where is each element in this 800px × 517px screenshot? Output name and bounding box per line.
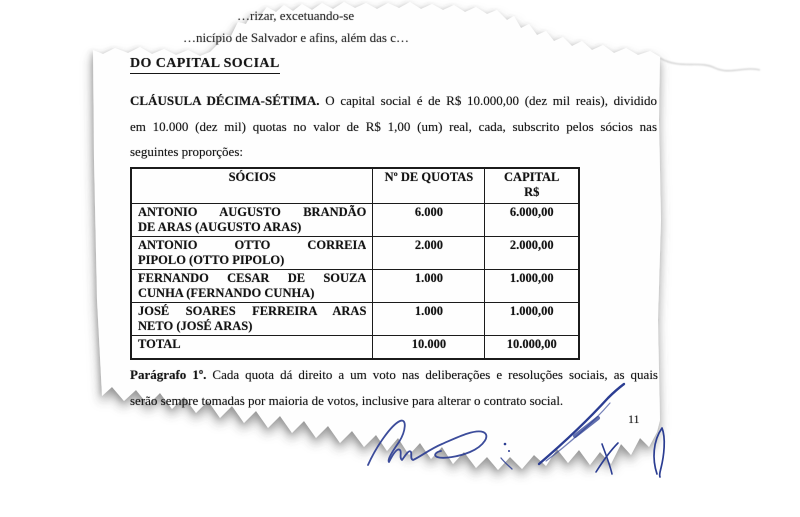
socio-quotas: 1.000 xyxy=(373,302,485,335)
socio-name-line2: DE ARAS (AUGUSTO ARAS) xyxy=(138,219,302,234)
socio-name xyxy=(131,269,373,302)
socio-capital: 1.000,00 xyxy=(485,302,579,335)
socio-capital: 6.000,00 xyxy=(485,203,579,236)
clause-line-1-text: O capital social é de R$ 10.000,00 (dez mil reais), dividido xyxy=(319,93,657,108)
torn-text-fragment-1: …rizar, excetuando-se xyxy=(237,8,355,23)
clause-paragraph xyxy=(130,88,657,165)
socio-name-line1: ANTONIO AUGUSTO BRANDÃO xyxy=(138,204,367,219)
table-row xyxy=(131,269,579,302)
clause-line-1 xyxy=(130,88,657,114)
header-quotas: Nº DE QUOTAS xyxy=(373,168,485,203)
paragrafo-label: Parágrafo 1º. xyxy=(130,367,207,382)
socio-name-line1: FERNANDO CESAR DE SOUZA xyxy=(138,270,367,285)
table-total-row xyxy=(131,335,579,359)
page-number: 11 xyxy=(628,412,640,426)
header-capital xyxy=(485,168,579,203)
table-row xyxy=(131,236,579,269)
table-header-row xyxy=(131,168,579,203)
socio-name xyxy=(131,302,373,335)
table-row xyxy=(131,302,579,335)
torn-text-fragment-2: …nicípio de Salvador e afins, além das c… xyxy=(183,30,409,45)
table-row xyxy=(131,203,579,236)
total-capital: 10.000,00 xyxy=(485,335,579,359)
total-quotas: 10.000 xyxy=(373,335,485,359)
clause-line-2: em 10.000 (dez mil) quotas no valor de R$ 1,00 (um) real, cada, subscrito pelos sócios nas xyxy=(130,118,657,134)
socio-capital: 2.000,00 xyxy=(485,236,579,269)
socio-capital: 1.000,00 xyxy=(485,269,579,302)
paragrafo-line-1 xyxy=(130,362,658,388)
socio-name xyxy=(131,203,373,236)
header-capital-line1: CAPITAL xyxy=(504,170,560,184)
paragrafo-1 xyxy=(130,362,658,414)
socio-name-line2: PIPOLO (OTTO PIPOLO) xyxy=(138,252,285,267)
socio-name-line1: ANTONIO OTTO CORREIA xyxy=(138,237,367,252)
socio-name-line2: CUNHA (FERNANDO CUNHA) xyxy=(138,285,315,300)
paragrafo-line-1-text: Cada quota dá direito a um voto nas deliberações e resoluções sociais, as quais xyxy=(206,367,658,382)
clause-line-3: seguintes proporções: xyxy=(130,144,244,159)
socio-quotas: 2.000 xyxy=(373,236,485,269)
header-socios: SÓCIOS xyxy=(131,168,373,203)
socio-name xyxy=(131,236,373,269)
socio-name-line2: NETO (JOSÉ ARAS) xyxy=(138,318,253,333)
paragrafo-line-2: serão sempre tomadas por maioria de votos, inclusive para alterar o contrato social. xyxy=(130,393,564,408)
header-capital-line2: R$ xyxy=(524,185,540,199)
quota-table xyxy=(130,167,580,360)
socio-name-line1: JOSÉ SOARES FERREIRA ARAS xyxy=(138,303,367,318)
socio-quotas: 6.000 xyxy=(373,203,485,236)
total-label: TOTAL xyxy=(131,335,373,359)
socio-quotas: 1.000 xyxy=(373,269,485,302)
clause-label: CLÁUSULA DÉCIMA-SÉTIMA. xyxy=(130,93,320,108)
section-heading: DO CAPITAL SOCIAL xyxy=(130,56,280,74)
